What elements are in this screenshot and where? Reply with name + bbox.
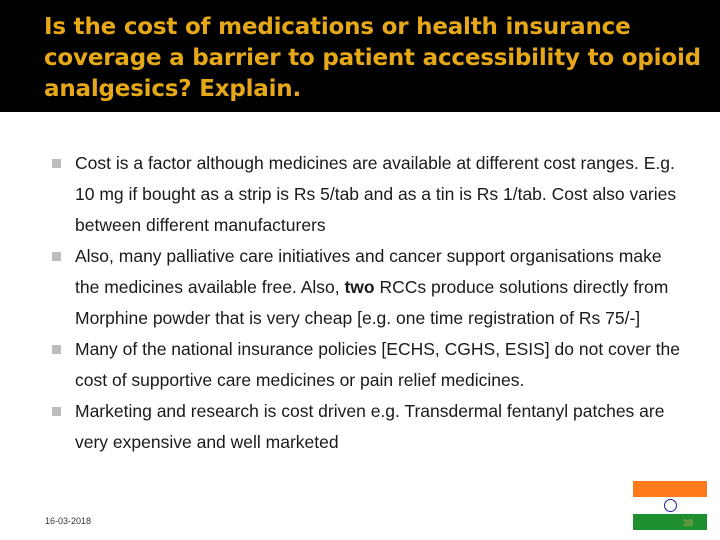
flag-saffron-stripe — [633, 481, 707, 497]
bullet-text-part: RCCs produce solutions directly from Morphine powder that is very cheap [e.g. one time registration of Rs 75/-] — [75, 277, 669, 328]
slide-title: Is the cost of medications or health insurance coverage a barrier to patient accessibility to opioid analgesics? Explain. — [44, 14, 701, 102]
bullet-text: Cost is a factor although medicines are available at different cost ranges. E.g. 10 mg if bought as a strip is Rs 5/tab and as a tin is Rs 1/tab. Cost also varies between different manufacturers — [75, 153, 677, 235]
bullet-item-free-medicines — [48, 241, 688, 334]
bullet-text: Marketing and research is cost driven e.g. Transdermal fentanyl patches are very expensive and well marketed — [75, 401, 665, 452]
slide-number: 38 — [683, 518, 694, 528]
square-bullet-icon — [52, 252, 61, 261]
bullet-text-part: Also, many palliative care initiatives and cancer support organisations make the medicines available free. Also, — [75, 246, 662, 297]
flag-white-stripe — [633, 497, 707, 513]
footer-date: 16-03-2018 — [45, 516, 92, 526]
ashoka-chakra-icon — [664, 499, 677, 512]
india-flag-icon — [633, 481, 707, 530]
bullet-bold-word: two — [344, 277, 375, 297]
bullet-item-marketing — [48, 396, 688, 458]
bullet-item-cost-factor — [48, 148, 688, 241]
bullet-text: Many of the national insurance policies [ECHS, CGHS, ESIS] do not cover the cost of supportive care medicines or pain relief medicines. — [75, 339, 681, 390]
flag-green-stripe — [633, 514, 707, 530]
square-bullet-icon — [52, 345, 61, 354]
title-bar — [0, 0, 720, 112]
square-bullet-icon — [52, 159, 61, 168]
square-bullet-icon — [52, 407, 61, 416]
bullet-list — [48, 148, 688, 458]
bullet-item-insurance — [48, 334, 688, 396]
